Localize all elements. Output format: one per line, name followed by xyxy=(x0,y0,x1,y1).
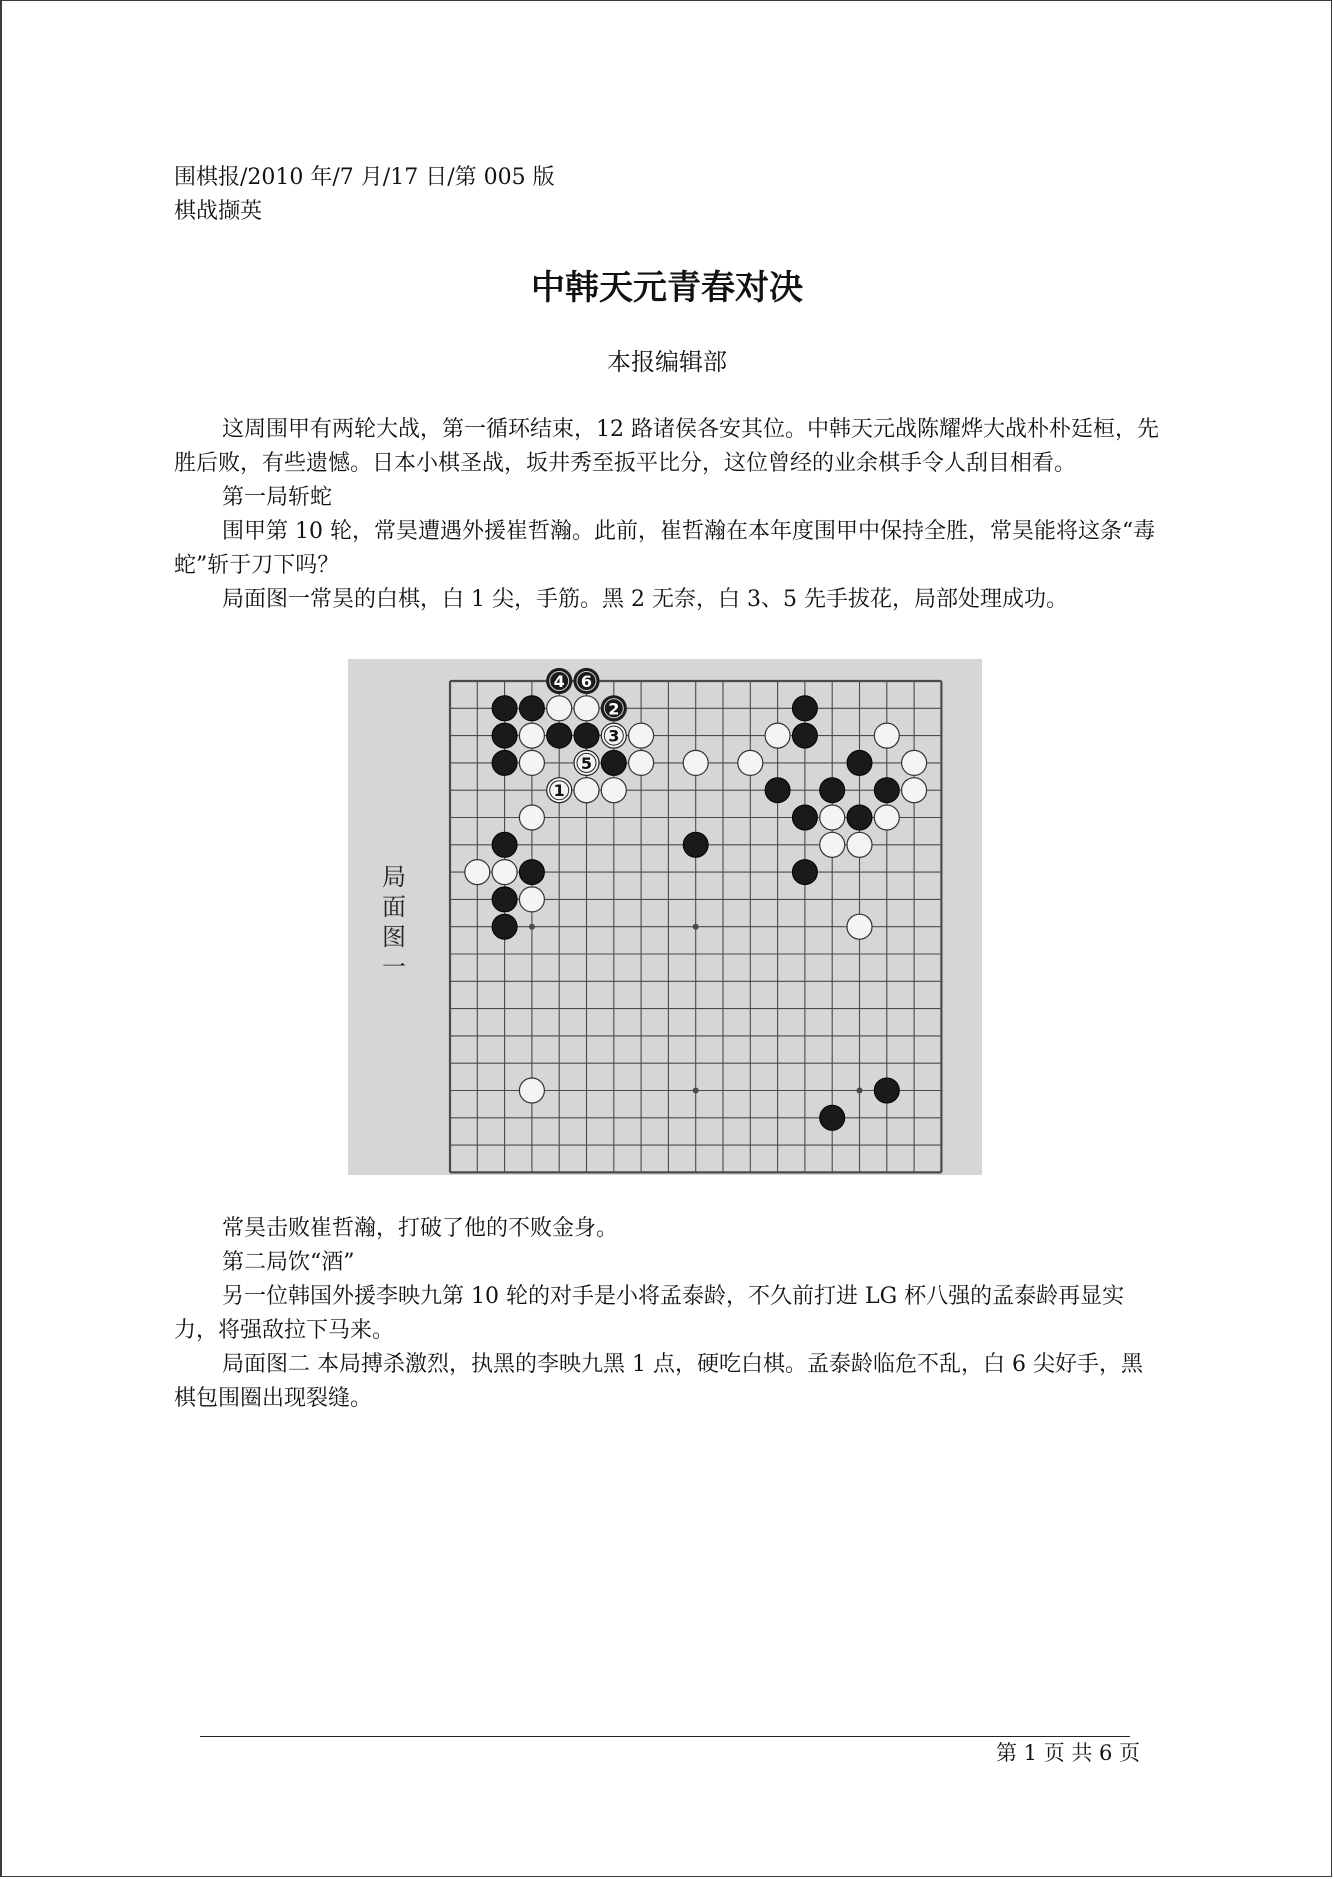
white-stone xyxy=(902,750,927,775)
star-point xyxy=(693,1088,699,1094)
paragraph: 局面图一常昊的白棋，白 1 尖，手筋。黑 2 无奈，白 3、5 先手拔花，局部处理成功。 xyxy=(222,587,1068,612)
black-stone xyxy=(792,805,817,830)
black-stone xyxy=(792,723,817,748)
white-stone xyxy=(519,750,544,775)
article-byline: 本报编辑部 xyxy=(607,348,727,376)
white-stone xyxy=(465,860,490,885)
paragraph: 围甲第 10 轮，常昊遭遇外援崔哲瀚。此前，崔哲瀚在本年度围甲中保持全胜，常昊能将这条“毒蛇”斩于刀下吗？ xyxy=(174,519,1156,578)
white-stone xyxy=(765,723,790,748)
white-stone xyxy=(738,750,763,775)
black-stone xyxy=(574,723,599,748)
caption-char: 图 xyxy=(382,923,406,951)
black-stone xyxy=(683,832,708,857)
paragraph: 这周围甲有两轮大战，第一循环结束，12 路诸侯各安其位。中韩天元战陈耀烨大战朴朴廷桓，先胜后败，有些遗憾。日本小棋圣战，坂井秀至扳平比分，这位曾经的业余棋手令人刮目相看。 xyxy=(174,417,1159,476)
caption-char: 面 xyxy=(382,893,406,921)
black-stone xyxy=(847,750,872,775)
caption-char: 局 xyxy=(382,863,406,891)
black-stone xyxy=(492,723,517,748)
black-stone xyxy=(765,778,790,803)
article-title: 中韩天元青春对决 xyxy=(531,268,803,308)
move-number: 6 xyxy=(580,672,593,691)
article-body-top xyxy=(174,413,1164,617)
white-stone xyxy=(519,723,544,748)
black-stone xyxy=(820,778,845,803)
star-point xyxy=(693,924,699,930)
white-stone xyxy=(601,778,626,803)
white-stone xyxy=(629,723,654,748)
black-stone xyxy=(847,805,872,830)
move-number: 1 xyxy=(553,781,565,801)
black-stone xyxy=(492,832,517,857)
black-stone xyxy=(820,1105,845,1130)
black-stone xyxy=(792,860,817,885)
caption-char: 一 xyxy=(382,953,406,981)
white-stone xyxy=(847,832,872,857)
white-stone xyxy=(820,805,845,830)
column-name: 棋战撷英 xyxy=(174,199,263,224)
white-stone xyxy=(847,914,872,939)
page-number: 第 1 页 共 6 页 xyxy=(996,1741,1141,1765)
article-body-bottom xyxy=(174,1212,1164,1416)
section-heading: 第二局饮“酒” xyxy=(222,1250,355,1275)
white-stone xyxy=(519,887,544,912)
star-point xyxy=(529,924,535,930)
masthead: 围棋报/2010 年/7 月/17 日/第 005 版 xyxy=(174,165,555,190)
paragraph: 另一位韩国外援李映九第 10 轮的对手是小将孟泰龄，不久前打进 LG 杯八强的孟泰龄再显实力，将强敌拉下马来。 xyxy=(174,1284,1125,1343)
black-stone xyxy=(492,750,517,775)
black-stone xyxy=(492,696,517,721)
star-point xyxy=(857,1088,863,1094)
white-stone xyxy=(519,1078,544,1103)
move-number: 5 xyxy=(580,753,593,773)
go-board xyxy=(348,659,982,1175)
black-stone xyxy=(874,778,899,803)
white-stone xyxy=(874,723,899,748)
black-stone xyxy=(492,914,517,939)
white-stone xyxy=(874,805,899,830)
white-stone xyxy=(547,696,572,721)
move-number: 2 xyxy=(608,699,620,719)
white-stone xyxy=(574,696,599,721)
white-stone xyxy=(902,778,927,803)
white-stone xyxy=(574,778,599,803)
black-stone xyxy=(547,723,572,748)
black-stone xyxy=(519,860,544,885)
white-stone xyxy=(683,750,708,775)
white-stone xyxy=(492,860,517,885)
black-stone xyxy=(601,750,626,775)
go-board-figure xyxy=(348,659,982,1175)
white-stone xyxy=(820,832,845,857)
black-stone xyxy=(792,696,817,721)
move-number: 3 xyxy=(608,726,620,746)
paragraph: 局面图二 本局搏杀激烈，执黑的李映九黑 1 点，硬吃白棋。孟泰龄临危不乱，白 6 尖好手，黑棋包围圈出现裂缝。 xyxy=(174,1352,1143,1411)
section-heading: 第一局斩蛇 xyxy=(222,485,333,510)
footer-rule xyxy=(200,1736,1130,1737)
white-stone xyxy=(629,750,654,775)
white-stone xyxy=(519,805,544,830)
black-stone xyxy=(492,887,517,912)
black-stone xyxy=(519,696,544,721)
move-number: 4 xyxy=(553,672,565,691)
black-stone xyxy=(874,1078,899,1103)
paragraph: 常昊击败崔哲瀚，打破了他的不败金身。 xyxy=(222,1216,619,1241)
